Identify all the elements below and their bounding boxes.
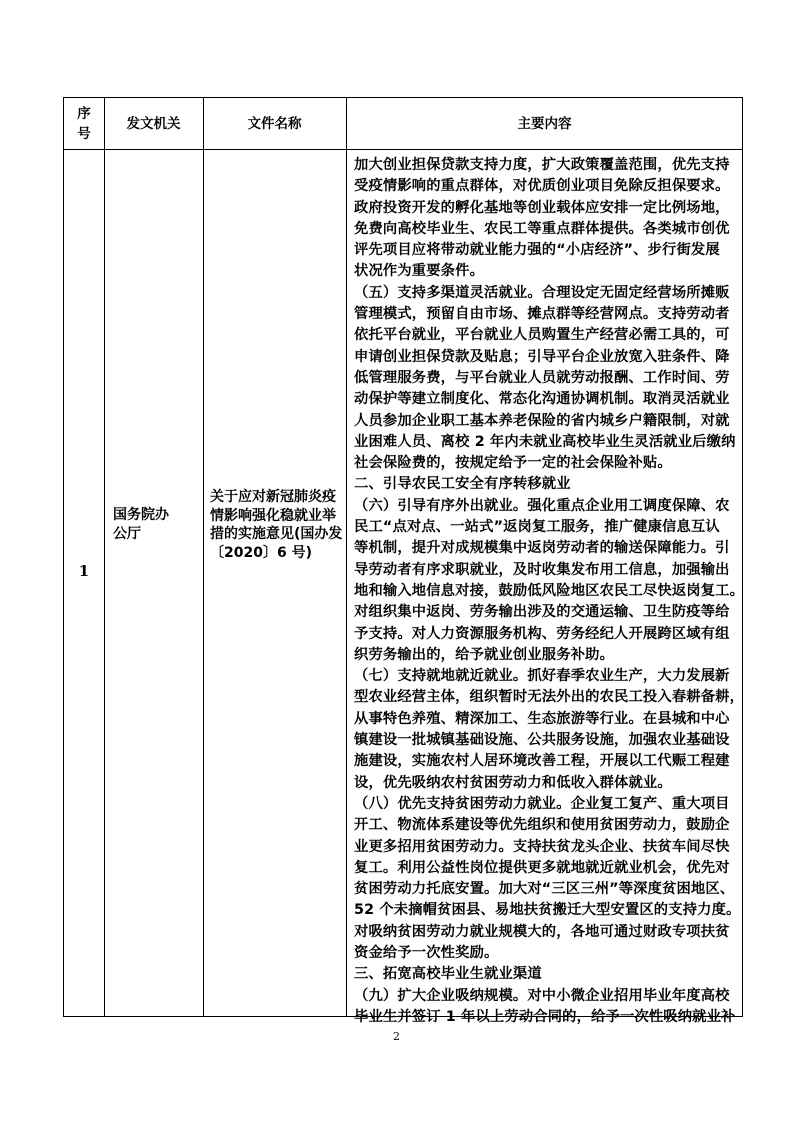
row-agency [113, 506, 169, 543]
content-line: （五）支持多渠道灵活就业。合理设定无固定经营场所摊贩 [354, 284, 730, 301]
content-line: （六）引导有序外出就业。强化重点企业用工调度保障、农 [354, 497, 730, 514]
content-line: 型农业经营主体，组织暂时无法外出的农民工投入春耕备耕， [354, 689, 745, 706]
content-line: 免费向高校毕业生、农民工等重点群体提供。各类城市创优 [354, 220, 730, 237]
content-line: 三、拓宽高校毕业生就业渠道 [354, 966, 542, 983]
file-name-line: 关于应对新冠肺炎疫 [210, 489, 336, 505]
content-line: 业困难人员、离校 2 年内未就业高校毕业生灵活就业后缴纳 [354, 433, 736, 450]
content-line: （九）扩大企业吸纳规模。对中小微企业招用毕业年度高校 [354, 987, 730, 1004]
content-line: 予支持。对人力资源服务机构、劳务经纪人开展跨区域有组 [354, 625, 730, 642]
content-line: 地和输入地信息对接，鼓励低风险地区农民工尽快返岗复工。 [354, 582, 745, 599]
content-line: 申请创业担保贷款及贴息；引导平台企业放宽入驻条件、降 [354, 348, 730, 365]
content-line: 民工“点对点、一站式”返岗复工服务，推广健康信息互认 [354, 519, 720, 536]
column-divider [346, 98, 347, 1016]
content-line: 二、引导农民工安全有序转移就业 [354, 476, 571, 493]
header-seq: 序 号 [77, 105, 91, 142]
content-line: 复工。利用公益性岗位提供更多就地就近就业机会，优先对 [354, 859, 730, 876]
header-main-content: 主要内容 [517, 115, 572, 132]
content-line: 状况作为重要条件。 [354, 263, 485, 280]
file-name-line: 〔2020〕6 号) [210, 544, 312, 561]
column-divider [203, 98, 204, 1016]
header-agency: 发文机关 [126, 115, 181, 132]
content-line: 织劳务输出的，给予就业创业服务补助。 [354, 646, 615, 663]
row-file-name [210, 488, 342, 562]
content-line: 对吸纳贫困劳动力就业规模大的，各地可通过财政专项扶贫 [354, 923, 730, 940]
content-line: 依托平台就业，平台就业人员购置生产经营必需工具的，可 [354, 327, 730, 344]
header-divider [64, 149, 742, 150]
page-number: 2 [393, 1030, 400, 1043]
file-name-line: 情影响强化稳就业举 [210, 507, 336, 524]
file-name-line: 措的实施意见(国办发 [210, 526, 343, 542]
content-line: 评先项目应将带动就业能力强的“小店经济”、步行街发展 [354, 242, 720, 259]
content-line: （七）支持就地就近就业。抓好春季农业生产，大力发展新 [354, 668, 730, 685]
content-line: 等机制，提升对成规模集中返岗劳动者的输送保障能力。引 [354, 540, 730, 557]
content-line: 社会保险费的，按规定给予一定的社会保险补贴。 [354, 455, 672, 472]
content-line: 资金给予一次性奖励。 [354, 944, 499, 961]
content-line: 业更多招用贫困劳动力。支持扶贫龙头企业、扶贫车间尽快 [354, 838, 730, 855]
content-line: 52 个未摘帽贫困县、易地扶贫搬迁大型安置区的支持力度。 [354, 902, 741, 919]
agency-line: 国务院办 [113, 507, 169, 523]
content-line: 受疫情影响的重点群体，对优质创业项目免除反担保要求。 [354, 178, 730, 195]
header-file-name: 文件名称 [247, 115, 302, 132]
content-line: 管理模式，预留自由市场、摊点群等经营网点。支持劳动者 [354, 306, 730, 323]
content-line: 导劳动者有序求职就业，及时收集发布用工信息，加强输出 [354, 561, 730, 578]
content-line: （八）优先支持贫困劳动力就业。企业复工复产、重大项目 [354, 795, 730, 812]
content-line: 施建设，实施农村人居环境改善工程，开展以工代赈工程建 [354, 753, 730, 770]
content-line: 贫困劳动力托底安置。加大对“三区三州”等深度贫困地区、 [354, 881, 735, 898]
content-line: 人员参加企业职工基本养老保险的省内城乡户籍限制，对就 [354, 412, 730, 429]
content-line: 加大创业担保贷款支持力度，扩大政策覆盖范围，优先支持 [354, 157, 730, 173]
content-line: 动保护等建立制度化、常态化沟通协调机制。取消灵活就业 [354, 391, 730, 408]
content-line: 毕业生并签订 1 年以上劳动合同的，给予一次性吸纳就业补 [354, 1008, 736, 1025]
column-divider [104, 98, 105, 1016]
row-main-content [354, 155, 745, 1028]
content-line: 政府投资开发的孵化基地等创业载体应安排一定比例场地， [354, 199, 730, 216]
content-line: 镇建设一批城镇基础设施、公共服务设施，加强农业基础设 [354, 732, 730, 749]
content-line: 从事特色养殖、精深加工、生态旅游等行业。在县城和中心 [354, 710, 730, 727]
content-line: 对组织集中返岗、劳务输出涉及的交通运输、卫生防疫等给 [354, 604, 730, 621]
agency-line: 公厅 [113, 525, 141, 542]
policy-table [63, 97, 745, 1025]
content-line: 设，优先吸纳农村贫困劳动力和低收入群体就业。 [354, 774, 672, 791]
content-line: 低管理服务费，与平台就业人员就劳动报酬、工作时间、劳 [354, 369, 730, 386]
row-seq: 1 [78, 562, 90, 580]
content-line: 开工、物流体系建设等优先组织和使用贫困劳动力，鼓励企 [354, 817, 730, 834]
